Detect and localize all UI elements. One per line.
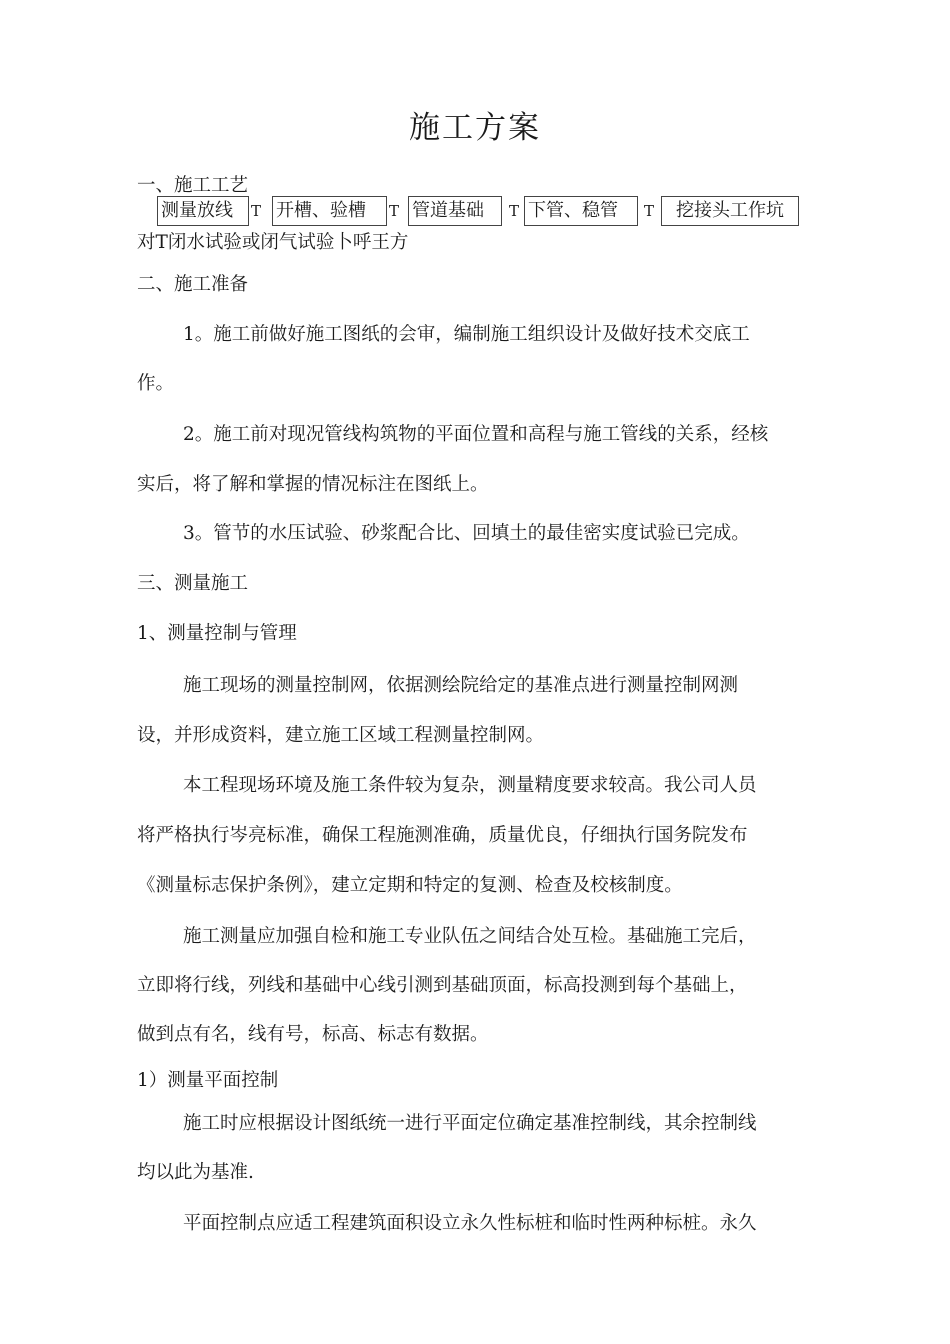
paragraph-line: 施工现场的测量控制网，依据测绘院给定的基准点进行测量控制网测	[183, 675, 739, 696]
paragraph-line: 施工时应根据设计图纸统一进行平面定位确定基准控制线，其余控制线	[183, 1113, 757, 1134]
flow-step-trench: 开槽、验槽	[272, 196, 387, 226]
subsection-heading: 1）测量平面控制	[137, 1070, 279, 1091]
paragraph-line: 均以此为基准.	[137, 1162, 254, 1183]
flow-arrow: T	[389, 202, 400, 220]
flow-arrow: T	[644, 202, 655, 220]
paragraph-line: 设，并形成资料，建立施工区域工程测量控制网。	[137, 725, 545, 746]
paragraph-line: 做到点有名，线有号，标高、标志有数据。	[137, 1024, 489, 1045]
paragraph-line: 平面控制点应适工程建筑面积设立永久性标桩和临时性两种标桩。永久	[183, 1213, 757, 1234]
page-title: 施工方案	[409, 110, 541, 146]
section-heading-preparation: 二、施工准备	[137, 274, 249, 295]
flow-continuation: 对T闭水试验或闭气试验卜呼王方	[137, 232, 409, 253]
flow-step-survey: 测量放线	[157, 196, 249, 226]
flow-step-foundation: 管道基础	[408, 196, 502, 226]
flow-arrow: T	[251, 202, 262, 220]
paragraph-line: 2。施工前对现况管线构筑物的平面位置和高程与施工管线的关系，经核	[183, 424, 769, 445]
paragraph-line: 本工程现场环境及施工条件较为复杂，测量精度要求较高。我公司人员	[183, 775, 757, 796]
flow-arrow: T	[509, 202, 520, 220]
section-heading-survey: 三、测量施工	[137, 573, 249, 594]
flow-step-joint-pit: 挖接头工作坑	[661, 196, 799, 226]
paragraph-line: 施工测量应加强自检和施工专业队伍之间结合处互检。基础施工完后，	[183, 926, 757, 947]
process-flow	[137, 196, 817, 228]
section-heading-process: 一、施工工艺	[137, 175, 249, 196]
paragraph-line: 作。	[137, 373, 175, 394]
paragraph-line: 《测量标志保护条例》，建立定期和特定的复测、检查及校核制度。	[137, 875, 683, 896]
paragraph-line: 1。施工前做好施工图纸的会审，编制施工组织设计及做好技术交底工	[183, 324, 750, 345]
paragraph-line: 3。管节的水压试验、砂浆配合比、回填土的最佳密实度试验已完成。	[183, 523, 750, 544]
paragraph-line: 立即将行线，列线和基础中心线引测到基础顶面，标高投测到每个基础上，	[137, 975, 748, 996]
paragraph-line: 将严格执行岑亮标准，确保工程施测准确，质量优良，仔细执行国务院发布	[137, 825, 748, 846]
paragraph-line: 实后，将了解和掌握的情况标注在图纸上。	[137, 474, 489, 495]
subsection-heading: 1、测量控制与管理	[137, 623, 297, 644]
flow-step-lay-pipe: 下管、稳管	[524, 196, 638, 226]
